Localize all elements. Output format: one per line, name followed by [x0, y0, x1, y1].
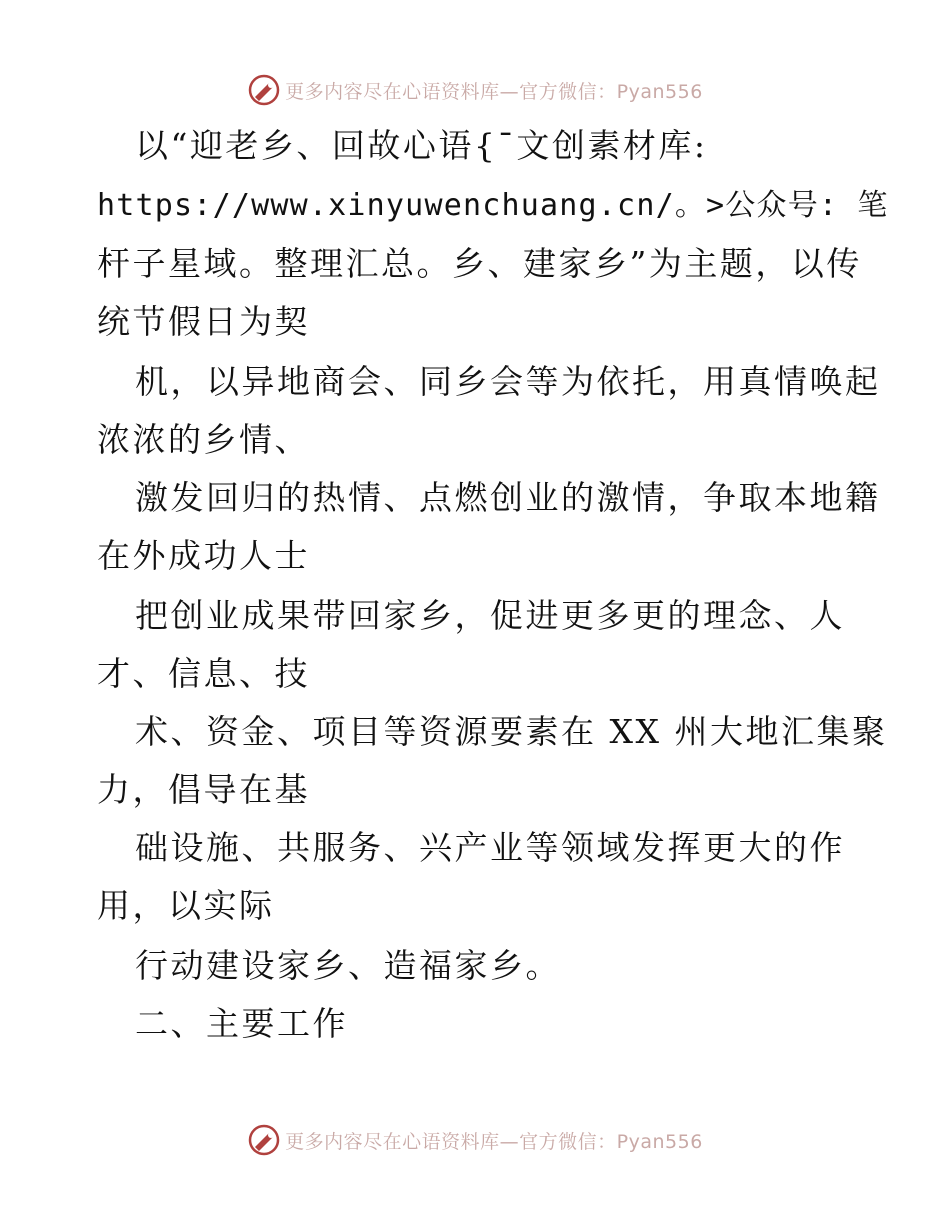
- body-line: 统节假日为契: [97, 302, 310, 341]
- body-line: https://www.xinyuwenchuang.cn/。>公众号: 笔: [97, 188, 889, 223]
- body-line: 把创业成果带回家乡，促进更多更的理念、人: [135, 596, 845, 635]
- body-line: 术、资金、项目等资源要素在 XX 州大地汇集聚: [135, 712, 888, 751]
- body-line: 用，以实际: [97, 886, 275, 925]
- body-line: 机，以异地商会、同乡会等为依托，用真情唤起: [135, 362, 881, 401]
- footer-banner-text: [285, 1127, 703, 1154]
- footer-wechat-id: Pyan556: [616, 1130, 703, 1153]
- body-line: 力，倡导在基: [97, 770, 310, 809]
- body-line: 才、信息、技: [97, 654, 310, 693]
- section-heading: 二、主要工作: [135, 1004, 348, 1043]
- body-line: 行动建设家乡、造福家乡。: [135, 946, 561, 985]
- body-line: 浓浓的乡情、: [97, 420, 310, 459]
- header-banner: [0, 70, 950, 110]
- header-banner-label: 更多内容尽在心语资料库—官方微信：: [285, 80, 617, 103]
- footer-banner-label: 更多内容尽在心语资料库—官方微信：: [285, 1130, 617, 1153]
- header-banner-text: [285, 77, 703, 104]
- body-line: 以“迎老乡、回故心语{ˉ文创素材库:: [135, 126, 708, 165]
- body-line: 杆子星域。整理汇总。乡、建家乡”为主题，以传: [97, 244, 862, 283]
- footer-banner: [0, 1120, 950, 1160]
- body-line: 础设施、共服务、兴产业等领域发挥更大的作: [135, 828, 845, 867]
- pen-logo-icon: [247, 1123, 281, 1157]
- pen-logo-icon: [247, 73, 281, 107]
- header-wechat-id: Pyan556: [616, 80, 703, 103]
- body-line: 在外成功人士: [97, 536, 310, 575]
- body-line: 激发回归的热情、点燃创业的激情，争取本地籍: [135, 478, 881, 517]
